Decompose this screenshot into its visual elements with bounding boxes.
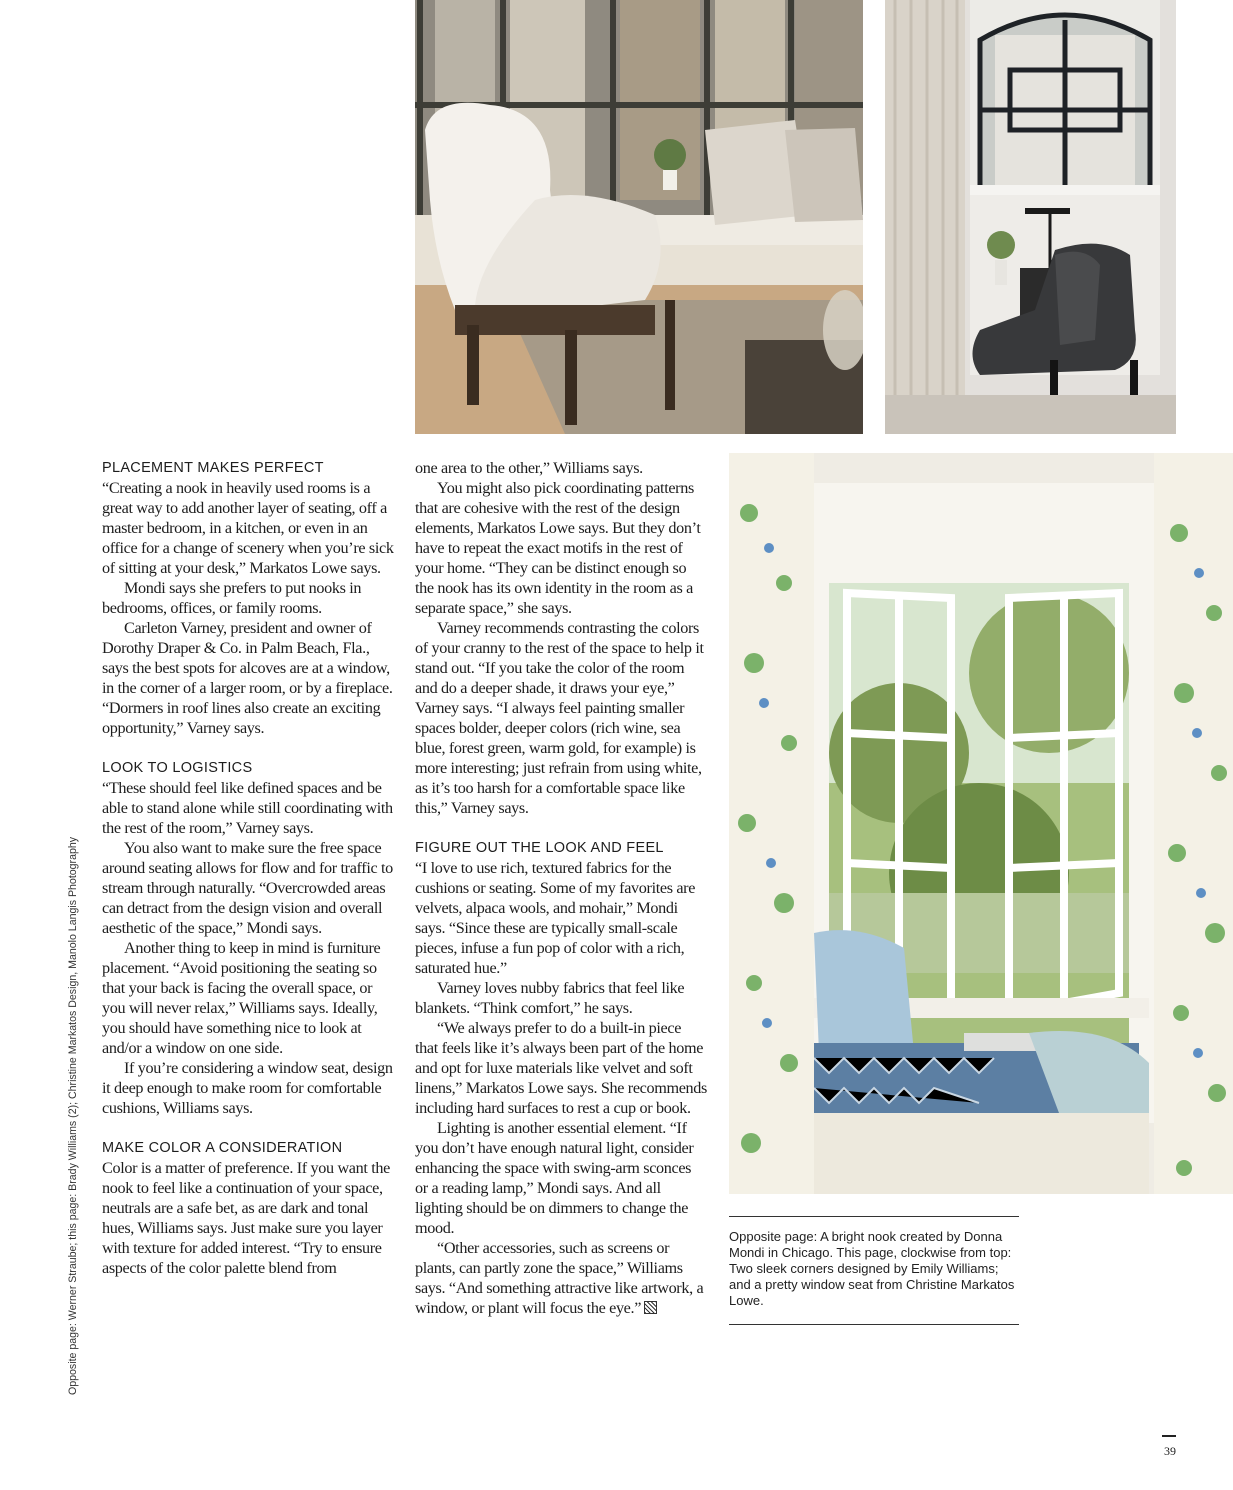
photo-caption: Opposite page: A bright nook created by Donna Mondi in Chicago. This page, clockwise from top: Two sleek corners designed by Emily Williams; and a pretty window seat from Christine Markatos Lowe.: [729, 1216, 1019, 1325]
paragraph: Mondi says she prefers to put nooks in bedrooms, offices, or family rooms.: [102, 579, 362, 617]
paragraph: one area to the other,” Williams says.: [415, 459, 643, 477]
paragraph: Color is a matter of preference. If you want the nook to feel like a continuation of your space, neutrals are a safe bet, as are dark and tonal hues, Williams says. Just make sure you layer with texture for added interest. “Try to ensure aspects of the color palette blend from: [102, 1159, 390, 1277]
dark-chair-window-photo: [885, 0, 1176, 434]
armchair-window-photo: [415, 0, 863, 434]
paragraph: “Creating a nook in heavily used rooms is a great way to add another layer of seating, off a master bedroom, in a kitchen, or even in an office for a change of scenery when you’re sick of sitting at your desk,” Markatos Lowe says.: [102, 479, 394, 577]
paragraph: “These should feel like defined spaces and be able to stand alone while still coordinating with the rest of the room,” Varney says.: [102, 779, 393, 837]
paragraph: Carleton Varney, president and owner of Dorothy Draper & Co. in Palm Beach, Fla., says the best spots for alcoves are at a window, in the corner of a larger room, or by a fireplace. “Dormers in roof lines also create an exciting opportunity,” Varney says.: [102, 619, 393, 737]
paragraph: You also want to make sure the free space around seating allows for flow and for traffic to stream through naturally. “Overcrowded areas can detract from the design vision and overall aesthetic of the space,” Mondi says.: [102, 839, 393, 937]
paragraph: “I love to use rich, textured fabrics for the cushions or seating. Some of my favorites are velvets, alpaca wools, and mohair,” Mondi says. “Since these are typically small-scale pieces, infuse a fun pop of color with a rich, saturated hue.”: [415, 859, 696, 977]
photo-credit: Opposite page: Werner Straube; this page: Brady Williams (2); Christine Markatos Design, Manolo Langis Photography: [67, 836, 79, 1395]
paragraph: Lighting is another essential element. “If you don’t have enough natural light, consider enhancing the space with swing-arm sconces or a reading lamp,” Mondi says. And all lighting should be on dimmers to change the mood.: [415, 1119, 694, 1237]
folio-rule: [1162, 1435, 1176, 1437]
section-heading: FIGURE OUT THE LOOK AND FEEL: [415, 840, 664, 856]
section-heading: MAKE COLOR A CONSIDERATION: [102, 1140, 343, 1156]
paragraph: “We always prefer to do a built-in piece that feels like it’s always been part of the home and opt for luxe materials like velvet and soft linens,” Markatos Lowe says. She recommends including hard surfaces to rest a cup or book.: [415, 1019, 707, 1117]
section-heading: LOOK TO LOGISTICS: [102, 760, 253, 776]
paragraph: [415, 1238, 707, 1318]
end-mark-icon: [644, 1301, 657, 1314]
article-column-2: [415, 458, 707, 1318]
final-paragraph-text: “Other accessories, such as screens or plants, can partly zone the space,” Williams says. “And something attractive like artwork, a window, or plant will focus the eye.”: [415, 1239, 704, 1317]
window-seat-photo: [729, 453, 1233, 1194]
paragraph: You might also pick coordinating patterns that are cohesive with the rest of the design elements, Markatos Lowe says. But they don’t have to repeat the exact motifs in the rest of your home. “They can be distinct enough so the nook has its own identity in the room as a separate space,” she says.: [415, 479, 701, 617]
section-heading: PLACEMENT MAKES PERFECT: [102, 460, 324, 476]
paragraph: If you’re considering a window seat, design it deep enough to make room for comfortable cushions, Williams says.: [102, 1059, 393, 1117]
paragraph: Another thing to keep in mind is furniture placement. “Avoid positioning the seating so that your back is facing the overall space, or you will never relax,” Williams says. Ideally, you should have something nice to look at and/or a window on one side.: [102, 939, 381, 1057]
article-column-1: [102, 458, 394, 1278]
page-number: 39: [1164, 1444, 1176, 1458]
paragraph: Varney loves nubby fabrics that feel like blankets. “Think comfort,” he says.: [415, 979, 685, 1017]
paragraph: Varney recommends contrasting the colors of your cranny to the rest of the space to help it stand out. “If you take the color of the room and do a deeper shade, it draws your eye,” Varney says. “I always feel painting smaller spaces bolder, deeper colors (rich wine, sea blue, forest green, warm gold, for example) is more interesting; just refrain from using white, as it’s too harsh for a comfortable space like this,” Varney says.: [415, 619, 704, 817]
